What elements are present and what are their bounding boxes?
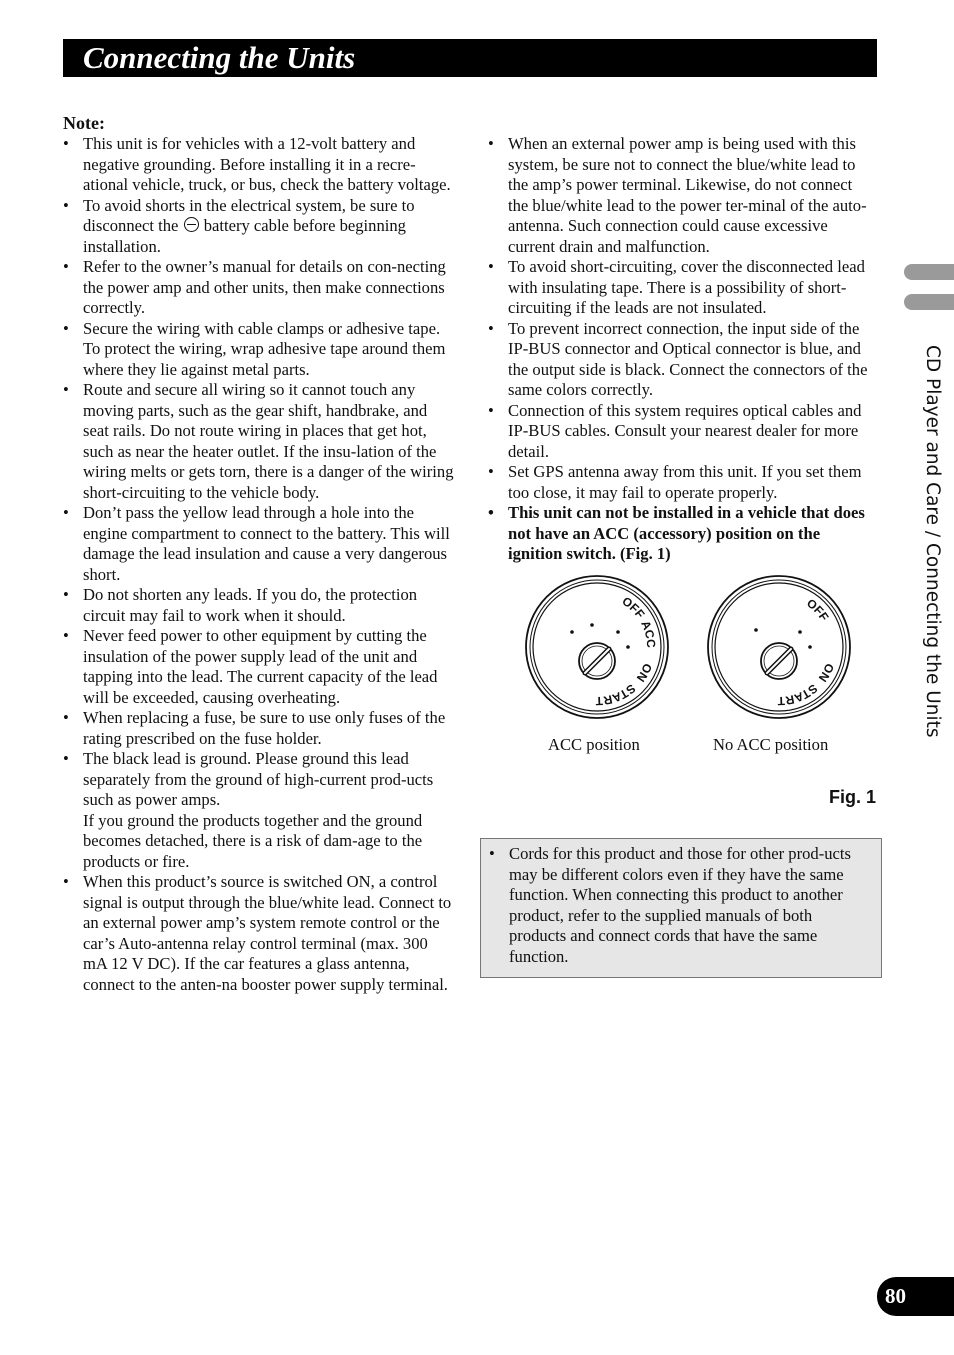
figure-label: Fig. 1 [828, 787, 876, 807]
list-item: • To avoid short-circuiting, cover the disconnected lead with insulating tape. There is a possibility of short-circuiting if the leads are not insulated. [488, 257, 876, 319]
acc-switch-acc-label: ACC [638, 618, 659, 649]
section-tab-marker [904, 294, 954, 310]
list-item-important: • This unit can not be installed in a vehicle that does not have an ACC (accessory) position on the ignition switch. (Fig. 1) [488, 503, 876, 565]
list-item: • Never feed power to other equipment by cutting the insulation of the power supply lead of the unit and tapping into the lead. The current capacity of the lead will be exceeded, causing overheating. [63, 626, 455, 708]
list-item: • Do not shorten any leads. If you do, the protection circuit may fail to work when it should. [63, 585, 455, 626]
note-label: Note: [63, 113, 105, 133]
no-acc-position-caption: No ACC position [713, 735, 829, 754]
list-item: • Don’t pass the yellow lead through a hole into the engine compartment to connect to the battery. This will damage the lead insulation and cause a very dangerous short. [63, 503, 455, 585]
acc-switch-start-label: START [595, 681, 639, 709]
no-acc-ignition-switch [704, 572, 854, 722]
acc-switch-on-label: ON [633, 661, 655, 685]
list-item: • When this product’s source is switched ON, a control signal is output through the blue/white lead. Connect to an external power amp’s system remote control or the car’s Auto-antenna relay control terminal (max. 300 mA 12 V DC). If the car features a glass antenna, connect to the anten-na booster power supply terminal. [63, 872, 455, 995]
noacc-switch-on-label: ON [815, 661, 837, 685]
list-item: • To prevent incorrect connection, the input side of the IP-BUS connector and Optical connector is blue, and the output side is black. Connect the connectors of the same colors correctly. [488, 319, 876, 401]
left-column [63, 113, 455, 995]
header-bar [63, 39, 877, 77]
list-item: • When replacing a fuse, be sure to use only fuses of the rating prescribed on the fuse holder. [63, 708, 455, 749]
list-item: • This unit is for vehicles with a 12-volt battery and negative grounding. Before installing it in a recre-ational vehicle, truck, or bus, check the battery voltage. [63, 134, 455, 196]
figure-ignition-switches [520, 572, 876, 812]
list-item: • When an external power amp is being used with this system, be sure not to connect the blue/white lead to the amp’s power terminal. Likewise, do not connect the blue/white lead to the power ter-minal of the auto-antenna. Such connection could cause excessive current drain and malfunction. [488, 134, 876, 257]
list-item: • To avoid shorts in the electrical system, be sure to disconnect the battery cable before beginning installation. [63, 196, 455, 258]
list-item-continuation: If you ground the products together and the ground becomes detached, there is a risk of dam-age to the products or fire. [83, 810, 423, 871]
section-tabs [904, 264, 954, 324]
noacc-switch-start-label: START [777, 681, 821, 709]
section-tab-marker [904, 264, 954, 280]
page-number: 80 [877, 1277, 954, 1316]
list-item: • Cords for this product and those for other prod-ucts may be different colors even if they have the same function. When connecting this product to another product, refer to the supplied manuals of both products and connect cords that have the same function. [489, 844, 871, 967]
list-item: • Connection of this system requires optical cables and IP-BUS cables. Consult your nearest dealer for more detail. [488, 401, 876, 463]
right-column [488, 134, 876, 565]
negative-terminal-icon [184, 217, 199, 232]
svg-text:ACC [638, 618, 658, 648]
page-title: Connecting the Units [83, 40, 356, 75]
acc-switch-off-label: OFF [619, 593, 648, 622]
acc-position-caption: ACC position [548, 735, 640, 754]
list-item: • Refer to the owner’s manual for details on con-necting the power amp and other units, then make connections correctly. [63, 257, 455, 319]
section-side-title: CD Player and Care / Connecting the Units [922, 345, 943, 738]
list-item: • Secure the wiring with cable clamps or adhesive tape. To protect the wiring, wrap adhesive tape around them where they lie against metal parts. [63, 319, 455, 381]
list-item: • Route and secure all wiring so it cannot touch any moving parts, such as the gear shift, handbrake, and seat rails. Do not route wiring in places that get hot, such as near the heater outlet. If the insu-lation of the wiring melts or gets torn, there is a danger of the wiring short-circuiting to the vehicle body. [63, 380, 455, 503]
acc-ignition-switch [522, 572, 672, 722]
noacc-switch-off-label: OFF [804, 595, 832, 624]
caution-list [488, 134, 876, 565]
notice-box [480, 838, 882, 978]
list-item: • The black lead is ground. Please ground this lead separately from the ground of high-current prod-ucts such as power amps. If you ground the products together and the ground becomes detached, there is a risk of dam-age to the products or fire. [63, 749, 455, 872]
note-list [63, 134, 455, 995]
list-item: • Set GPS antenna away from this unit. If you set them too close, it may fail to operate properly. [488, 462, 876, 503]
